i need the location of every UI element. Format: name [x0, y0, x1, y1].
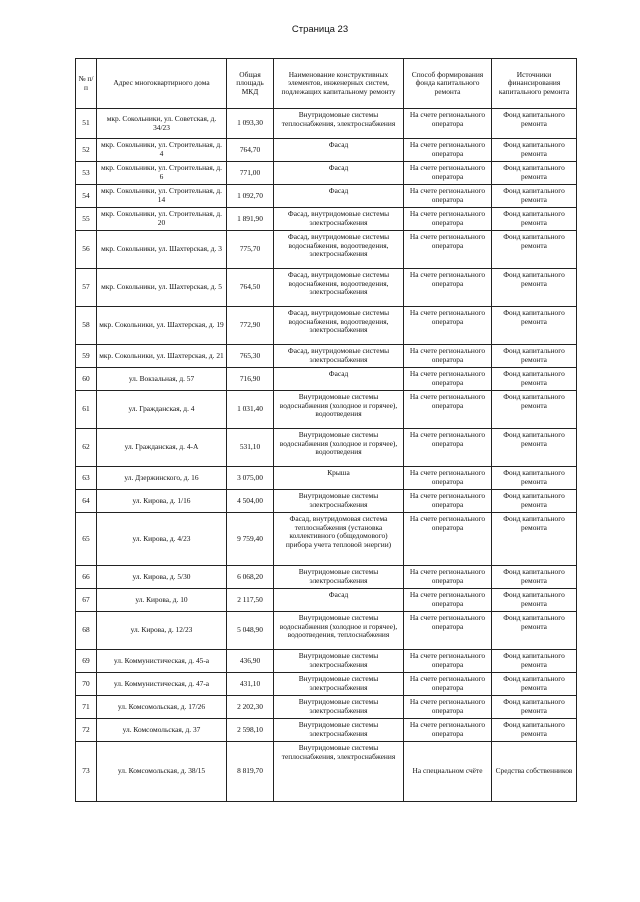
table-row: [76, 139, 577, 162]
row-source: Фонд капитального ремонта: [492, 391, 577, 429]
table-row: [76, 345, 577, 368]
row-number: 62: [76, 429, 97, 467]
row-address: ул. Кирова, д. 12/23: [97, 612, 227, 650]
row-address: ул. Кирова, д. 4/23: [97, 513, 227, 566]
row-area: 431,10: [227, 673, 274, 696]
row-method: На счете регионального оператора: [404, 719, 492, 742]
row-method: На счете регионального оператора: [404, 139, 492, 162]
row-area: 531,10: [227, 429, 274, 467]
row-source: Фонд капитального ремонта: [492, 513, 577, 566]
row-number: 69: [76, 650, 97, 673]
row-source: Фонд капитального ремонта: [492, 429, 577, 467]
row-source: Фонд капитального ремонта: [492, 650, 577, 673]
row-number: 66: [76, 566, 97, 589]
row-works: Внутридомовые системы водоснабжения (холодное и горячее), водоотведения: [274, 391, 404, 429]
row-method: На счете регионального оператора: [404, 650, 492, 673]
row-number: 51: [76, 109, 97, 139]
row-method: На счете регионального оператора: [404, 162, 492, 185]
row-works: Внутридомовые системы теплоснабжения, электроснабжения: [274, 742, 404, 802]
row-address: мкр. Сокольники, ул. Советская, д. 34/23: [97, 109, 227, 139]
row-method: На специальном счёте: [404, 742, 492, 802]
row-area: 4 504,00: [227, 490, 274, 513]
row-method: На счете регионального оператора: [404, 696, 492, 719]
row-address: ул. Комсомольская, д. 17/26: [97, 696, 227, 719]
row-method: На счете регионального оператора: [404, 467, 492, 490]
table-row: [76, 719, 577, 742]
row-number: 63: [76, 467, 97, 490]
row-method: На счете регионального оператора: [404, 612, 492, 650]
row-area: 1 031,40: [227, 391, 274, 429]
table-row: [76, 185, 577, 208]
table-row: [76, 696, 577, 719]
row-address: ул. Кирова, д. 5/30: [97, 566, 227, 589]
row-area: 765,30: [227, 345, 274, 368]
row-method: На счете регионального оператора: [404, 566, 492, 589]
row-area: 9 759,40: [227, 513, 274, 566]
row-method: На счете регионального оператора: [404, 429, 492, 467]
row-area: 8 819,70: [227, 742, 274, 802]
row-number: 72: [76, 719, 97, 742]
row-method: На счете регионального оператора: [404, 231, 492, 269]
row-area: 1 891,90: [227, 208, 274, 231]
table-row: [76, 109, 577, 139]
row-source: Фонд капитального ремонта: [492, 307, 577, 345]
row-area: 772,90: [227, 307, 274, 345]
row-source: Фонд капитального ремонта: [492, 109, 577, 139]
row-works: Фасад: [274, 368, 404, 391]
row-address: ул. Кирова, д. 1/16: [97, 490, 227, 513]
table-row: [76, 467, 577, 490]
row-area: 764,50: [227, 269, 274, 307]
table-row: [76, 589, 577, 612]
table-row: [76, 368, 577, 391]
row-source: Фонд капитального ремонта: [492, 467, 577, 490]
row-works: Внутридомовые системы водоснабжения (холодное и горячее), водоотведения, теплоснабжения: [274, 612, 404, 650]
row-method: На счете регионального оператора: [404, 208, 492, 231]
row-source: Фонд капитального ремонта: [492, 696, 577, 719]
table-row: [76, 208, 577, 231]
header-source: Источники финансирования капитального ремонта: [492, 59, 577, 109]
row-source: Фонд капитального ремонта: [492, 269, 577, 307]
table-row: [76, 513, 577, 566]
row-source: Фонд капитального ремонта: [492, 719, 577, 742]
row-address: мкр. Сокольники, ул. Шахтерская, д. 3: [97, 231, 227, 269]
row-works: Внутридомовые системы электроснабжения: [274, 696, 404, 719]
row-address: мкр. Сокольники, ул. Шахтерская, д. 21: [97, 345, 227, 368]
row-method: На счете регионального оператора: [404, 513, 492, 566]
repair-program-table: [75, 58, 577, 802]
table-row: [76, 429, 577, 467]
row-works: Фасад: [274, 139, 404, 162]
row-method: На счете регионального оператора: [404, 391, 492, 429]
row-works: Фасад: [274, 589, 404, 612]
header-area: Общая площадь МКД: [227, 59, 274, 109]
row-area: 436,90: [227, 650, 274, 673]
row-number: 61: [76, 391, 97, 429]
row-area: 771,00: [227, 162, 274, 185]
row-method: На счете регионального оператора: [404, 109, 492, 139]
row-source: Фонд капитального ремонта: [492, 345, 577, 368]
row-works: Внутридомовые системы электроснабжения: [274, 673, 404, 696]
row-source: Фонд капитального ремонта: [492, 490, 577, 513]
table-row: [76, 307, 577, 345]
row-works: Фасад, внутридомовые системы водоснабжения, водоотведения, электроснабжения: [274, 269, 404, 307]
row-works: Внутридомовые системы водоснабжения (холодное и горячее), водоотведения: [274, 429, 404, 467]
row-number: 59: [76, 345, 97, 368]
row-number: 64: [76, 490, 97, 513]
row-source: Фонд капитального ремонта: [492, 368, 577, 391]
row-number: 70: [76, 673, 97, 696]
table-row: [76, 742, 577, 802]
row-address: ул. Коммунистическая, д. 45-а: [97, 650, 227, 673]
row-area: 3 075,00: [227, 467, 274, 490]
row-source: Фонд капитального ремонта: [492, 673, 577, 696]
table-row: [76, 673, 577, 696]
row-works: Внутридомовые системы электроснабжения: [274, 490, 404, 513]
row-works: Фасад: [274, 162, 404, 185]
row-works: Внутридомовые системы электроснабжения: [274, 719, 404, 742]
row-area: 1 092,70: [227, 185, 274, 208]
row-address: ул. Гражданская, д. 4-А: [97, 429, 227, 467]
table-row: [76, 269, 577, 307]
row-address: мкр. Сокольники, ул. Строительная, д. 14: [97, 185, 227, 208]
page-title: Страница 23: [291, 24, 349, 35]
row-area: 2 117,50: [227, 589, 274, 612]
row-address: ул. Комсомольская, д. 38/15: [97, 742, 227, 802]
row-source: Фонд капитального ремонта: [492, 185, 577, 208]
row-area: 5 048,90: [227, 612, 274, 650]
table-row: [76, 162, 577, 185]
table-row: [76, 566, 577, 589]
header-number: № п/п: [76, 59, 97, 109]
row-works: Фасад, внутридомовые системы электроснабжения: [274, 345, 404, 368]
table-row: [76, 231, 577, 269]
row-works: Внутридомовые системы электроснабжения: [274, 650, 404, 673]
row-area: 1 093,30: [227, 109, 274, 139]
row-address: мкр. Сокольники, ул. Шахтерская, д. 5: [97, 269, 227, 307]
row-method: На счете регионального оператора: [404, 185, 492, 208]
row-method: На счете регионального оператора: [404, 345, 492, 368]
row-number: 53: [76, 162, 97, 185]
row-works: Фасад, внутридомовые системы водоснабжения, водоотведения, электроснабжения: [274, 307, 404, 345]
row-area: 764,70: [227, 139, 274, 162]
row-source: Фонд капитального ремонта: [492, 162, 577, 185]
header-method: Способ формирования фонда капитального ремонта: [404, 59, 492, 109]
row-number: 56: [76, 231, 97, 269]
table-header-row: [76, 59, 577, 109]
row-works: Фасад, внутридомовые системы электроснабжения: [274, 208, 404, 231]
row-address: мкр. Сокольники, ул. Шахтерская, д. 19: [97, 307, 227, 345]
row-works: Внутридомовые системы теплоснабжения, электроснабжения: [274, 109, 404, 139]
row-method: На счете регионального оператора: [404, 490, 492, 513]
row-method: На счете регионального оператора: [404, 307, 492, 345]
table-row: [76, 612, 577, 650]
row-number: 68: [76, 612, 97, 650]
row-number: 52: [76, 139, 97, 162]
row-number: 65: [76, 513, 97, 566]
row-works: Фасад, внутридомовые системы водоснабжения, водоотведения, электроснабжения: [274, 231, 404, 269]
row-area: 6 068,20: [227, 566, 274, 589]
row-address: ул. Комсомольская, д. 37: [97, 719, 227, 742]
row-number: 67: [76, 589, 97, 612]
row-method: На счете регионального оператора: [404, 673, 492, 696]
row-number: 55: [76, 208, 97, 231]
row-number: 73: [76, 742, 97, 802]
table-row: [76, 391, 577, 429]
row-source: Фонд капитального ремонта: [492, 566, 577, 589]
row-method: На счете регионального оператора: [404, 269, 492, 307]
row-source: Фонд капитального ремонта: [492, 589, 577, 612]
row-area: 716,90: [227, 368, 274, 391]
row-number: 54: [76, 185, 97, 208]
row-number: 60: [76, 368, 97, 391]
row-works: Внутридомовые системы электроснабжения: [274, 566, 404, 589]
row-address: ул. Гражданская, д. 4: [97, 391, 227, 429]
row-area: 775,70: [227, 231, 274, 269]
row-address: мкр. Сокольники, ул. Строительная, д. 20: [97, 208, 227, 231]
table-row: [76, 490, 577, 513]
table-row: [76, 650, 577, 673]
row-address: ул. Коммунистическая, д. 47-а: [97, 673, 227, 696]
row-address: мкр. Сокольники, ул. Строительная, д. 4: [97, 139, 227, 162]
row-source: Фонд капитального ремонта: [492, 208, 577, 231]
row-source: Средства собственников: [492, 742, 577, 802]
row-method: На счете регионального оператора: [404, 589, 492, 612]
row-area: 2 598,10: [227, 719, 274, 742]
row-address: ул. Дзержинского, д. 16: [97, 467, 227, 490]
row-address: ул. Кирова, д. 10: [97, 589, 227, 612]
row-works: Фасад: [274, 185, 404, 208]
row-address: ул. Вокзальная, д. 57: [97, 368, 227, 391]
row-number: 58: [76, 307, 97, 345]
row-address: мкр. Сокольники, ул. Строительная, д. 6: [97, 162, 227, 185]
row-source: Фонд капитального ремонта: [492, 139, 577, 162]
row-works: Крыша: [274, 467, 404, 490]
row-source: Фонд капитального ремонта: [492, 612, 577, 650]
header-address: Адрес многоквартирного дома: [97, 59, 227, 109]
row-number: 57: [76, 269, 97, 307]
row-number: 71: [76, 696, 97, 719]
row-method: На счете регионального оператора: [404, 368, 492, 391]
header-works: Наименование конструктивных элементов, инженерных систем, подлежащих капитальному ремонту: [274, 59, 404, 109]
row-works: Фасад, внутридомовая система теплоснабжения (установка коллективного (общедомового) прибора учета тепловой энергии): [274, 513, 404, 566]
row-area: 2 202,30: [227, 696, 274, 719]
row-source: Фонд капитального ремонта: [492, 231, 577, 269]
